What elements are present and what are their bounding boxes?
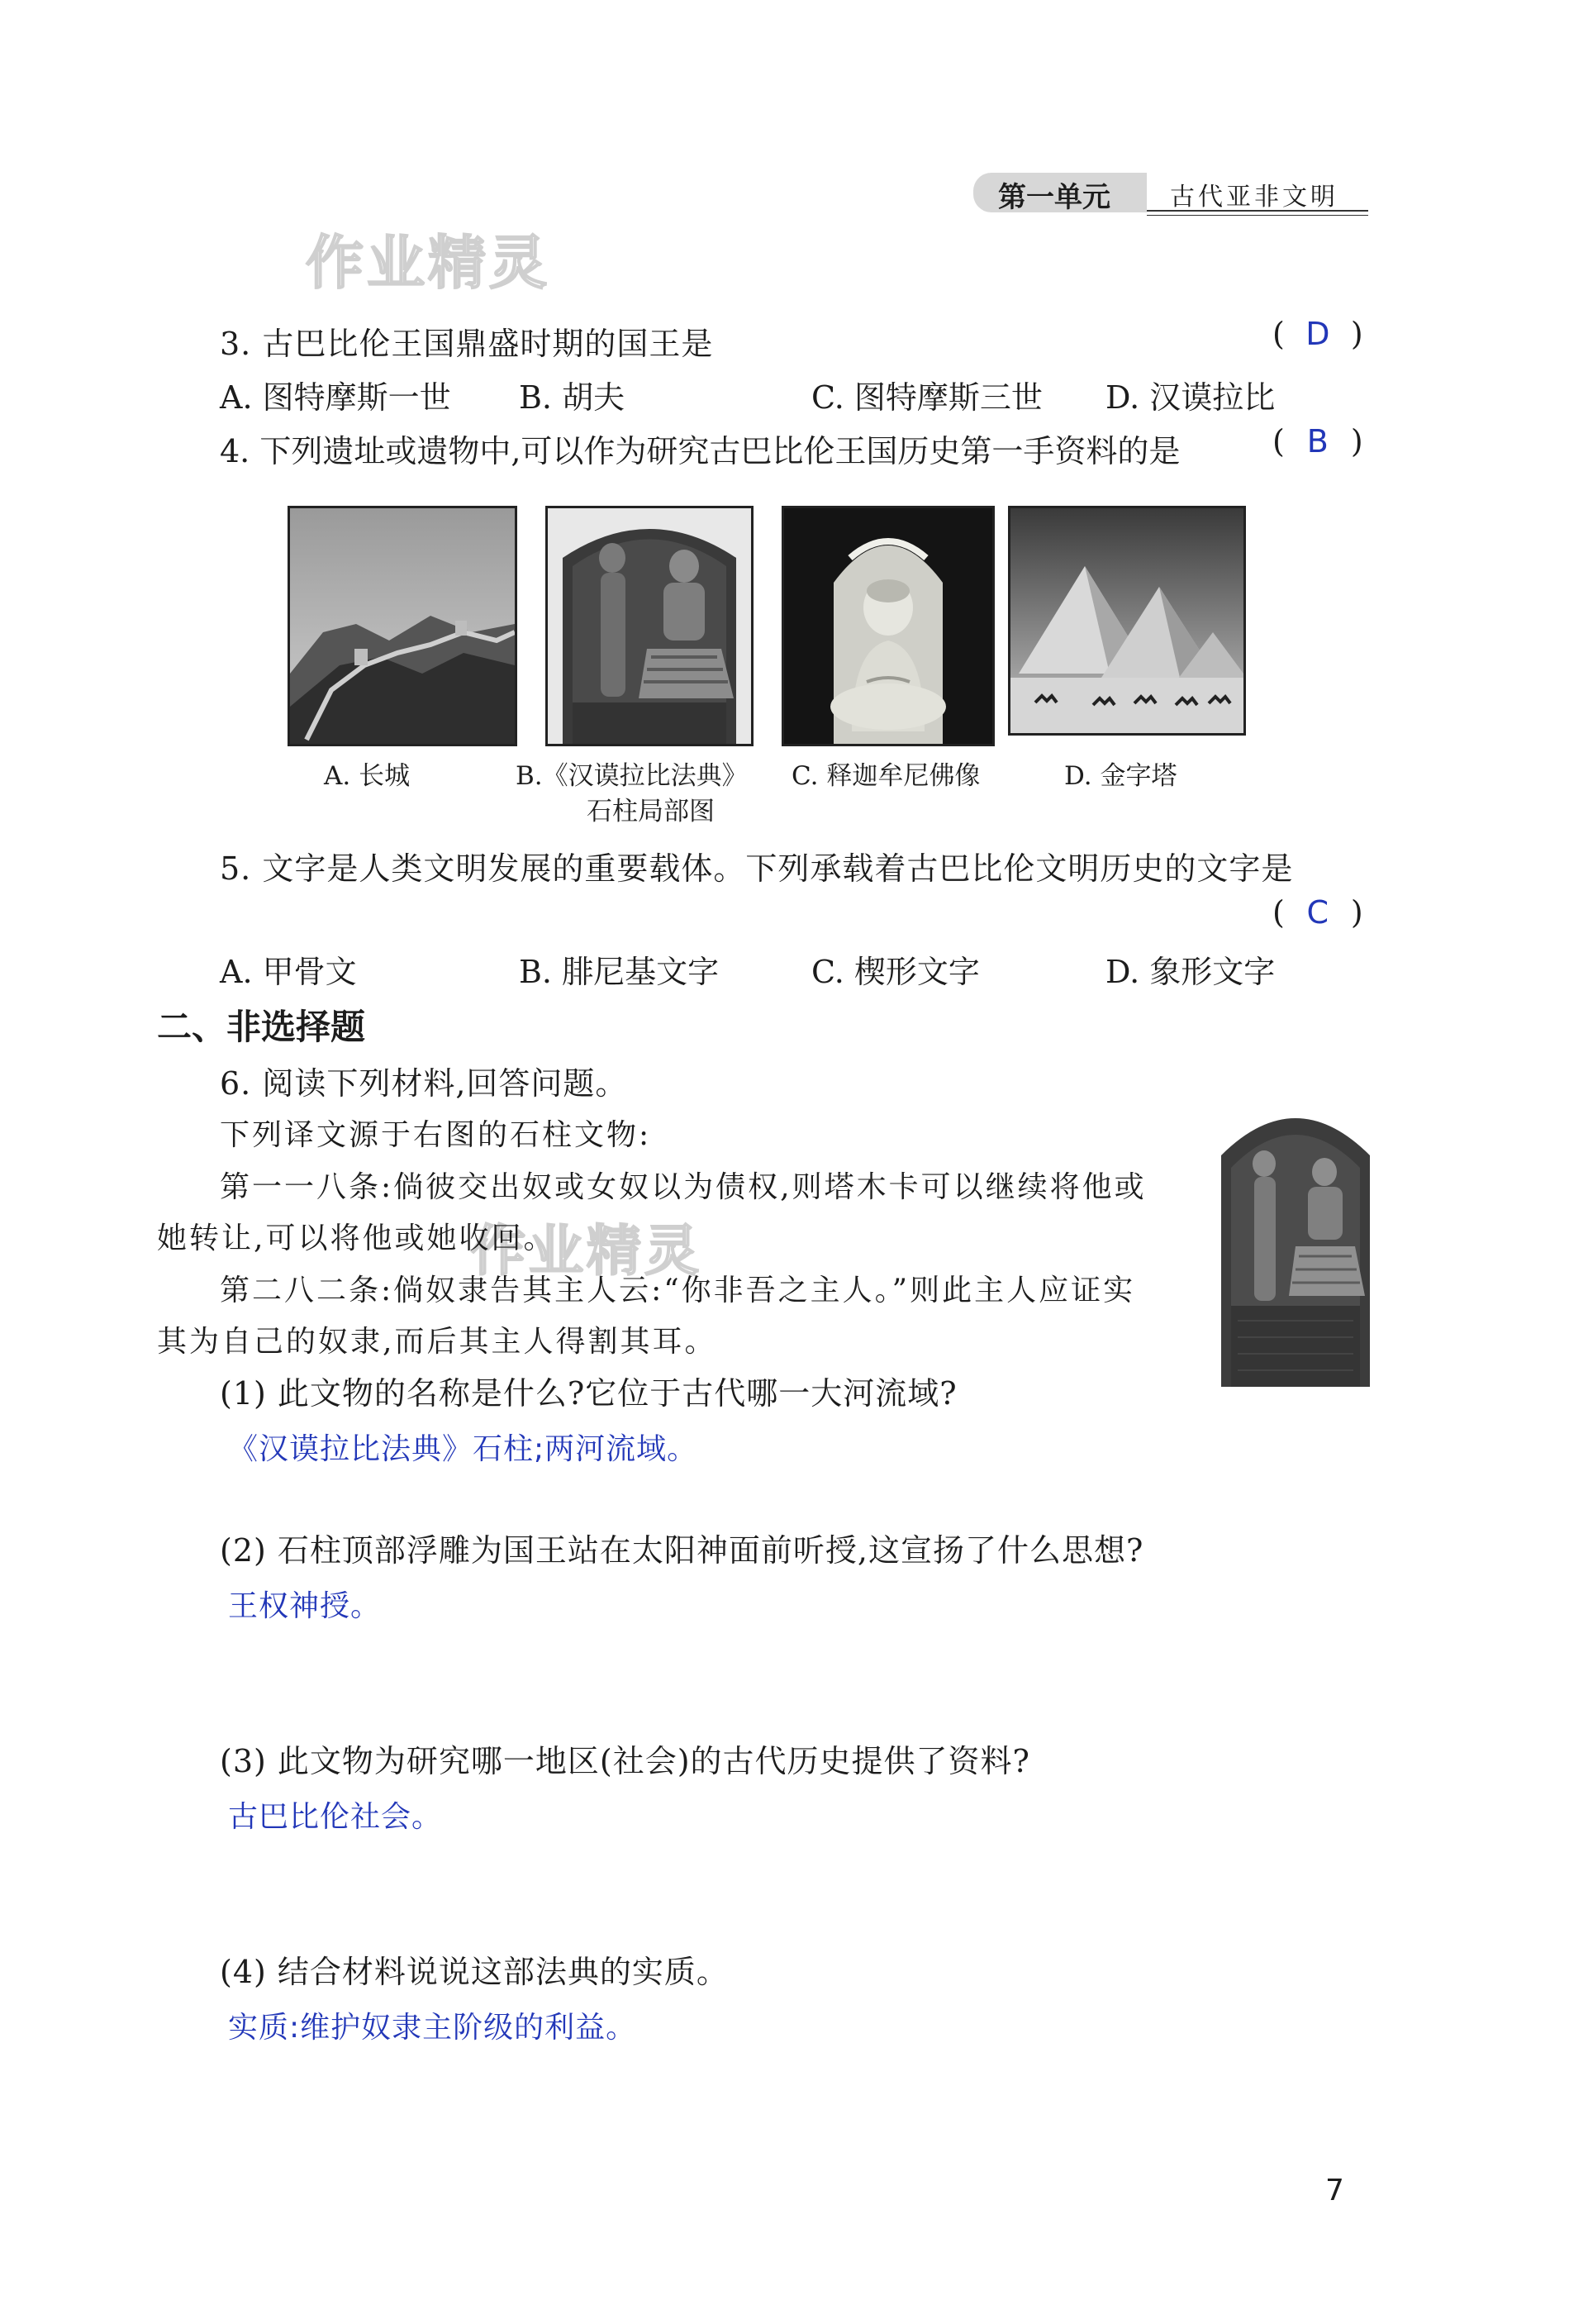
- question-4-answer-box: ( B ): [1272, 423, 1363, 460]
- question-3-stem: 3. 古巴比伦王国鼎盛时期的国王是: [220, 326, 714, 362]
- caption-d: D. 金字塔: [1064, 761, 1177, 791]
- question-6-part-4-answer: 实质:维护奴隶主阶级的利益。: [228, 2011, 637, 2045]
- question-5-answer-box: ( C ): [1272, 894, 1363, 931]
- material-line: 下列译文源于右图的石柱文物:: [220, 1118, 652, 1152]
- caption-b-line2: 石柱局部图: [587, 797, 715, 826]
- hammurabi-stele-side-image: [1213, 1089, 1378, 1387]
- section-2-title: 二、非选择题: [157, 1007, 366, 1047]
- material-line: 其为自己的奴隶,而后其主人得割其耳。: [157, 1325, 717, 1359]
- material-line: 第二八二条:倘奴隶告其主人云:“你非吾之主人。”则此主人应证实: [220, 1274, 1136, 1307]
- caption-b: B.《汉谟拉比法典》: [516, 761, 748, 791]
- question-3-answer-box: ( D ): [1272, 316, 1363, 352]
- question-3-option-a: A. 图特摩斯一世: [220, 379, 451, 416]
- caption-c: C. 释迦牟尼佛像: [792, 761, 981, 791]
- question-6-part-2: (2) 石柱顶部浮雕为国王站在太阳神面前听授,这宣扬了什么思想?: [220, 1532, 1144, 1569]
- question-3-option-b: B. 胡夫: [519, 379, 625, 416]
- header-rule: [1147, 210, 1368, 212]
- material-line: 第一一八条:倘彼交出奴或女奴以为债权,则塔木卡可以继续将他或: [220, 1170, 1147, 1204]
- header-rule-double: [1147, 215, 1368, 216]
- question-3-option-c: C. 图特摩斯三世: [811, 379, 1043, 416]
- question-6-part-1-answer: 《汉谟拉比法典》石柱;两河流域。: [228, 1432, 698, 1466]
- caption-a: A. 长城: [324, 761, 411, 791]
- pyramids-photo: [1008, 506, 1246, 736]
- watermark: 作业精灵: [471, 1219, 702, 1283]
- unit-label: 第一单元: [998, 181, 1110, 214]
- question-5-stem: 5. 文字是人类文明发展的重要载体。下列承载着古巴比伦文明历史的文字是: [220, 850, 1294, 887]
- question-6-part-3: (3) 此文物为研究哪一地区(社会)的古代历史提供了资料?: [220, 1743, 1030, 1779]
- question-3-answer: D: [1305, 316, 1330, 352]
- page-number: 7: [1325, 2174, 1344, 2207]
- great-wall-photo: [288, 506, 517, 746]
- watermark: 作业精灵: [306, 229, 550, 297]
- question-5-option-c: C. 楔形文字: [811, 954, 980, 990]
- question-5-option-d: D. 象形文字: [1105, 954, 1276, 990]
- question-6-part-3-answer: 古巴比伦社会。: [228, 1800, 443, 1834]
- question-5-answer: C: [1306, 894, 1329, 931]
- hammurabi-stele-photo: [545, 506, 754, 746]
- question-6-part-4: (4) 结合材料说说这部法典的实质。: [220, 1954, 729, 1990]
- question-5-option-b: B. 腓尼基文字: [519, 954, 720, 990]
- question-5-option-a: A. 甲骨文: [220, 954, 357, 990]
- question-6-part-1: (1) 此文物的名称是什么?它位于古代哪一大河流域?: [220, 1375, 958, 1412]
- unit-title: 古代亚非文明: [1170, 183, 1338, 212]
- question-3-option-d: D. 汉谟拉比: [1105, 379, 1276, 416]
- question-4-stem: 4. 下列遗址或遗物中,可以作为研究古巴比伦王国历史第一手资料的是: [220, 433, 1181, 469]
- buddha-statue-photo: [782, 506, 995, 746]
- unit-header: [973, 169, 1370, 216]
- material-line: 她转让,可以将他或她收回。: [157, 1222, 556, 1255]
- question-4-answer: B: [1306, 423, 1329, 460]
- question-6-part-2-answer: 王权神授。: [228, 1589, 382, 1623]
- question-6-stem: 6. 阅读下列材料,回答问题。: [220, 1065, 628, 1102]
